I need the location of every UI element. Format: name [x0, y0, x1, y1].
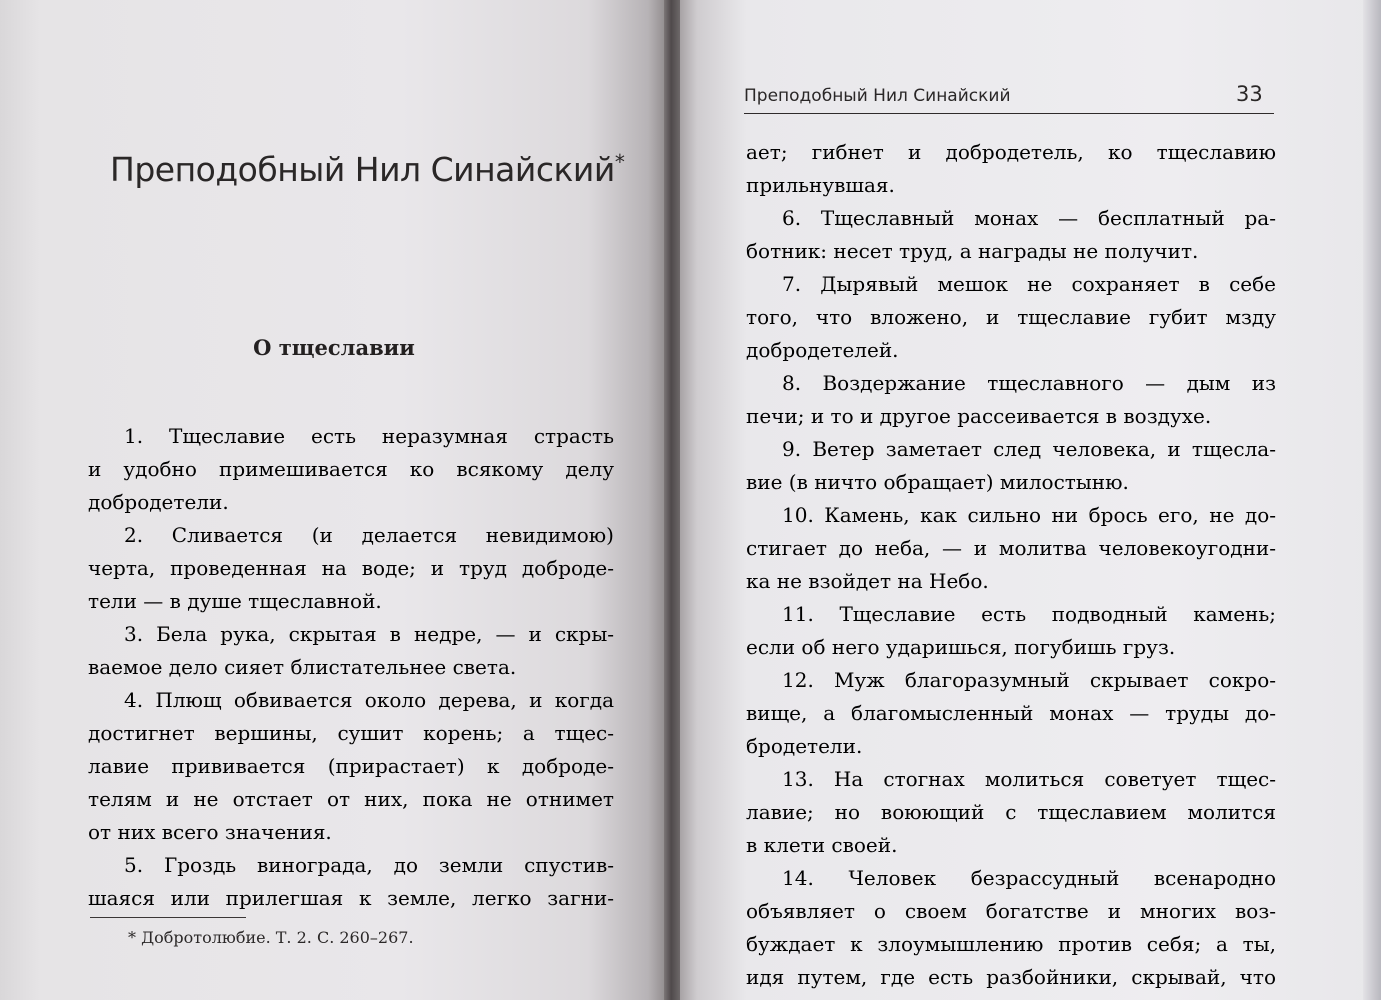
text-line: шаяся или прилегшая к земле, легко загни- — [88, 886, 614, 910]
text-line: от них всего значения. — [88, 820, 332, 844]
running-head-rule — [744, 113, 1274, 114]
chapter-title — [110, 150, 624, 189]
text-line: 9. Ветер заметает след человека, и тщесла- — [782, 437, 1276, 461]
text-line: в клети своей. — [746, 833, 898, 857]
text-line: бродетели. — [746, 734, 863, 758]
text-line: 13. На стогнах молиться советует тщес- — [782, 767, 1276, 791]
text-line: печи; и то и другое рассеивается в воздухе. — [746, 404, 1212, 428]
text-line: лавие; но воюющий с тщеславием молится — [746, 800, 1276, 824]
footnote-marker: * — [614, 150, 625, 174]
text-line: стигает до неба, — и молитва человекоугодни- — [746, 536, 1276, 560]
text-line: вище, а благомысленный монах — труды до- — [746, 701, 1276, 725]
text-line: 8. Воздержание тщеславного — дым из — [782, 371, 1276, 395]
text-line: тели — в душе тщеславной. — [88, 589, 382, 613]
page-edges — [1363, 0, 1381, 1000]
text-line: 12. Муж благоразумный скрывает сокро- — [782, 668, 1276, 692]
text-line: ка не взойдет на Небо. — [746, 569, 989, 593]
text-line: ботник: несет труд, а награды не получит. — [746, 239, 1199, 263]
left-page-body — [88, 420, 614, 915]
right-page-body — [746, 136, 1276, 994]
text-line: ает; гибнет и добродетель, ко тщеславию — [746, 140, 1276, 164]
text-line: 10. Камень, как сильно ни брось его, не до- — [782, 503, 1276, 527]
text-line: достигнет вершины, сушит корень; а тщес- — [88, 721, 614, 745]
text-line: 5. Гроздь винограда, до земли спустив- — [124, 853, 614, 877]
text-line: 4. Плющ обвивается около дерева, и когда — [124, 688, 614, 712]
text-line: 3. Бела рука, скрытая в недре, — и скры- — [124, 622, 614, 646]
text-line: телям и не отстает от них, пока не отнимет — [88, 787, 614, 811]
text-line: буждает к злоумышлению против себя; а ты, — [746, 932, 1276, 956]
text-line: объявляет о своем богатстве и многих воз- — [746, 899, 1276, 923]
text-line: черта, проведенная на воде; и труд доброде- — [88, 556, 614, 580]
text-line: 11. Тщеславие есть подводный камень; — [782, 602, 1276, 626]
text-line: 2. Сливается (и делается невидимою) — [124, 523, 614, 547]
text-line: ваемое дело сияет блистательнее света. — [88, 655, 517, 679]
footnote: * Добротолюбие. Т. 2. С. 260–267. — [128, 928, 414, 947]
text-line: прильнувшая. — [746, 173, 895, 197]
text-line: того, что вложено, и тщеславие губит мзду — [746, 305, 1276, 329]
text-line: 14. Человек безрассудный всенародно — [782, 866, 1276, 890]
text-line: добродетели. — [88, 490, 229, 514]
chapter-title-text: Преподобный Нил Синайский — [110, 150, 615, 189]
text-line: 7. Дырявый мешок не сохраняет в себе — [782, 272, 1276, 296]
book-gutter — [664, 0, 680, 1000]
page-number: 33 — [1236, 82, 1263, 106]
text-line: вие (в ничто обращает) милостыню. — [746, 470, 1129, 494]
footnote-divider — [90, 917, 246, 918]
text-line: добродетелей. — [746, 338, 899, 362]
text-line: если об него ударишься, погубишь груз. — [746, 635, 1176, 659]
text-line: 1. Тщеславие есть неразумная страсть — [124, 424, 614, 448]
text-line: 6. Тщеславный монах — бесплатный ра- — [782, 206, 1276, 230]
text-line: и удобно примешивается ко всякому делу — [88, 457, 614, 481]
running-head: Преподобный Нил Синайский — [744, 86, 1011, 106]
section-heading: О тщеславии — [253, 335, 415, 360]
text-line: лавие прививается (прирастает) к доброде- — [88, 754, 614, 778]
text-line: идя путем, где есть разбойники, скрывай, что — [746, 965, 1276, 989]
